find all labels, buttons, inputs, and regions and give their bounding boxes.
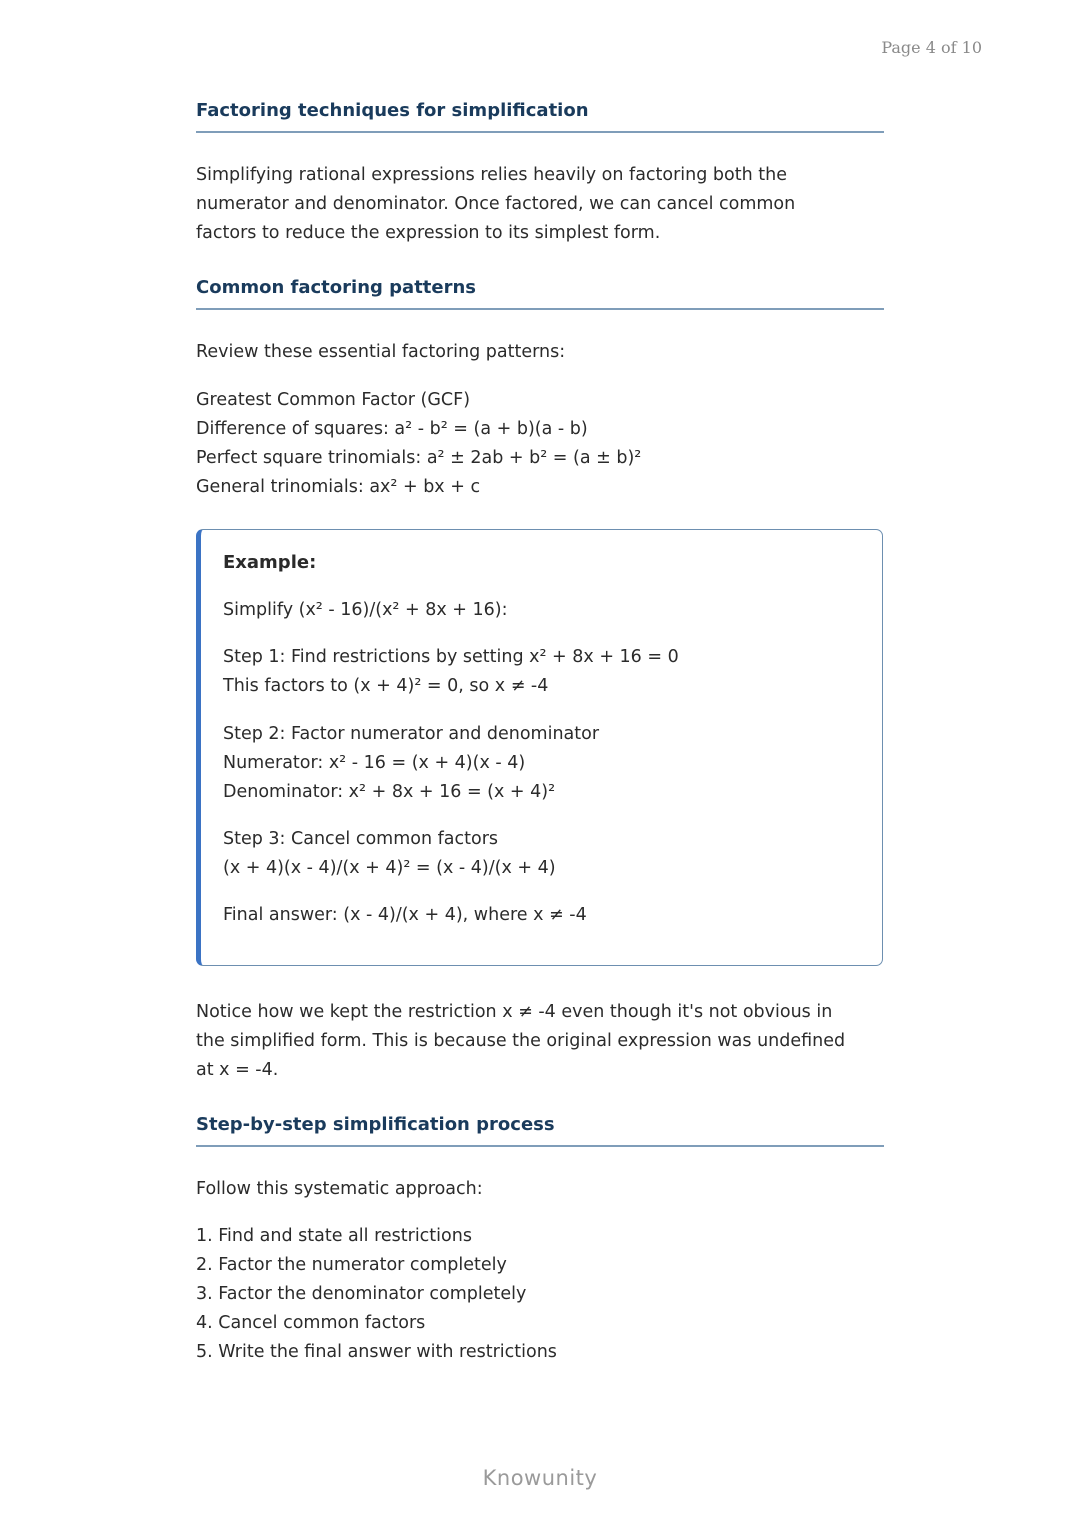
section-factoring xyxy=(196,100,884,133)
example-line: Step 1: Find restrictions by setting x² + 8x + 16 = 0 xyxy=(223,647,679,667)
section-process xyxy=(196,1114,884,1147)
example-line: Denominator: x² + 8x + 16 = (x + 4)² xyxy=(223,782,556,802)
patterns-intro-text: Review these essential factoring patterns: xyxy=(196,342,566,362)
section-heading: Step-by-step simplification process xyxy=(196,1114,884,1147)
process-intro xyxy=(196,1175,884,1204)
list-item: 4. Cancel common factors xyxy=(196,1313,426,1333)
example-line: Step 2: Factor numerator and denominator xyxy=(223,724,600,744)
factoring-paragraph xyxy=(196,161,884,248)
pattern-item: General trinomials: ax² + bx + c xyxy=(196,477,481,497)
paragraph-line: Notice how we kept the restriction x ≠ -4 even though it's not obvious in xyxy=(196,1002,833,1022)
list-item: 2. Factor the numerator completely xyxy=(196,1255,507,1275)
pattern-item: Difference of squares: a² - b² = (a + b)(a - b) xyxy=(196,419,588,439)
list-item: 1. Find and state all restrictions xyxy=(196,1226,472,1246)
paragraph-line: at x = -4. xyxy=(196,1060,279,1080)
page-number: Page 4 of 10 xyxy=(881,38,982,57)
example-title: Example: xyxy=(223,552,317,573)
list-item: 3. Factor the denominator completely xyxy=(196,1284,527,1304)
paragraph-line: the simplified form. This is because the original expression was undefined xyxy=(196,1031,846,1051)
process-steps-list xyxy=(196,1222,884,1367)
paragraph-line: numerator and denominator. Once factored, we can cancel common xyxy=(196,194,796,214)
notice-paragraph xyxy=(196,998,884,1085)
section-heading: Common factoring patterns xyxy=(196,277,884,310)
example-prompt: Simplify (x² - 16)/(x² + 8x + 16): xyxy=(223,600,508,620)
example-step-3 xyxy=(223,825,556,883)
example-line: This factors to (x + 4)² = 0, so x ≠ -4 xyxy=(223,676,549,696)
paragraph-line: Simplifying rational expressions relies heavily on factoring both the xyxy=(196,165,787,185)
example-step-1 xyxy=(223,643,679,701)
example-line: (x + 4)(x - 4)/(x + 4)² = (x - 4)/(x + 4) xyxy=(223,858,556,878)
pattern-item: Greatest Common Factor (GCF) xyxy=(196,390,471,410)
list-item: 5. Write the final answer with restrictions xyxy=(196,1342,557,1362)
example-line: Step 3: Cancel common factors xyxy=(223,829,499,849)
section-heading: Factoring techniques for simplification xyxy=(196,100,884,133)
example-line: Numerator: x² - 16 = (x + 4)(x - 4) xyxy=(223,753,526,773)
footer-brand: Knowunity xyxy=(482,1466,598,1490)
patterns-list xyxy=(196,386,884,502)
section-patterns xyxy=(196,277,884,310)
example-step-2 xyxy=(223,720,599,807)
example-box xyxy=(196,529,883,966)
example-final-answer: Final answer: (x - 4)/(x + 4), where x ≠ -4 xyxy=(223,905,587,925)
pattern-item: Perfect square trinomials: a² ± 2ab + b² = (a ± b)² xyxy=(196,448,642,468)
paragraph-line: factors to reduce the expression to its simplest form. xyxy=(196,223,661,243)
patterns-intro xyxy=(196,338,884,367)
process-intro-text: Follow this systematic approach: xyxy=(196,1179,483,1199)
